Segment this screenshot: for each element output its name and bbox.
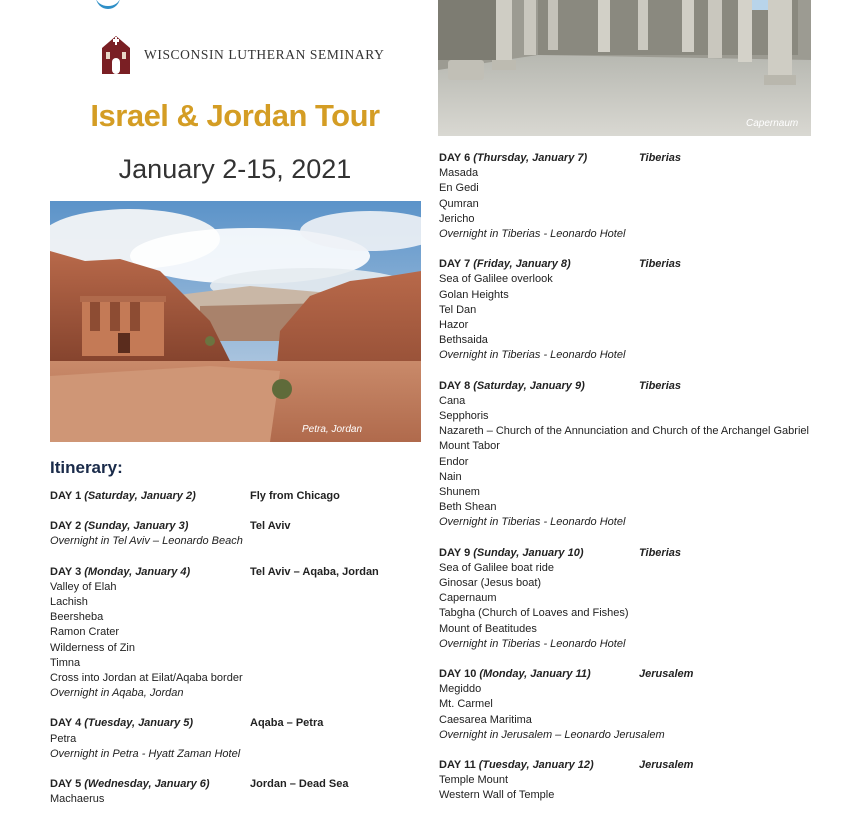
itinerary-day (439, 546, 839, 652)
day-date: (Sunday, January 3) (84, 520, 189, 533)
day-header (50, 716, 430, 731)
tour-dates: January 2-15, 2021 (118, 154, 352, 184)
itinerary-day (50, 716, 430, 762)
day-stop: Bethsaida (439, 334, 488, 347)
day-label: DAY 6 (439, 152, 471, 164)
day-header (439, 667, 839, 682)
church-seal-icon (100, 34, 132, 76)
day-stop: Beth Shean (439, 501, 497, 514)
day-stop: Capernaum (439, 592, 497, 605)
day-stop: Beersheba (50, 611, 104, 624)
day-header (50, 489, 430, 504)
day-stop: Mount Tabor (439, 440, 500, 453)
day-location: Jordan – Dead Sea (250, 777, 349, 790)
itinerary-column-left (50, 489, 430, 822)
day-stop: Petra (50, 732, 77, 745)
day-stop: Caesarea Maritima (439, 713, 532, 726)
day-location: Aqaba – Petra (250, 717, 324, 730)
tour-title: Israel & Jordan Tour (90, 98, 380, 133)
overnight-note: Overnight in Tiberias - Leonardo Hotel (439, 228, 626, 240)
itinerary-day (439, 257, 839, 363)
itinerary-day (439, 151, 839, 242)
overnight-note: Overnight in Tiberias - Leonardo Hotel (439, 516, 626, 529)
day-header (50, 565, 430, 580)
capernaum-caption: Capernaum (746, 118, 799, 129)
day-header (439, 546, 839, 561)
day-stop: Jericho (439, 212, 475, 225)
day-stop: Lachish (50, 595, 88, 608)
day-location: Tel Aviv (250, 520, 291, 533)
day-stop: Ginosar (Jesus boat) (439, 577, 542, 590)
day-stop: Sepphoris (439, 410, 489, 422)
overnight-note: Overnight in Petra - Hyatt Zaman Hotel (50, 747, 241, 760)
day-label: DAY 7 (439, 258, 471, 271)
petra-photo (50, 201, 421, 442)
overnight-note: Overnight in Tel Aviv – Leonardo Beach (50, 535, 243, 548)
day-stop: Hazor (439, 319, 469, 331)
day-stop: Cross into Jordan at Eilat/Aqaba border (50, 671, 243, 684)
day-stop: Nain (439, 470, 462, 483)
day-stop: Tel Dan (439, 303, 477, 316)
itinerary-day (50, 565, 430, 702)
itinerary-day (50, 489, 430, 504)
day-date: (Tuesday, January 5) (84, 717, 194, 730)
day-label: DAY 11 (439, 759, 476, 772)
day-stop: Endor (439, 455, 469, 468)
overnight-note: Overnight in Tiberias - Leonardo Hotel (439, 637, 626, 650)
day-label: DAY 3 (50, 565, 82, 578)
itinerary-day (439, 379, 839, 531)
capernaum-photo (438, 0, 811, 136)
itinerary-day (50, 519, 430, 549)
day-stop: Valley of Elah (50, 580, 117, 593)
day-stop: Qumran (439, 197, 479, 210)
day-header (50, 777, 430, 792)
day-header (50, 519, 430, 534)
day-stop: En Gedi (439, 182, 479, 195)
day-location: Fly from Chicago (250, 490, 340, 502)
day-date: (Monday, January 4) (84, 565, 191, 578)
day-date: (Saturday, January 9) (473, 379, 585, 392)
itinerary-day (50, 777, 430, 807)
day-location: Jerusalem (639, 668, 694, 681)
day-stop: Temple Mount (439, 774, 509, 787)
day-date: (Saturday, January 2) (84, 490, 196, 502)
day-header (439, 151, 839, 166)
day-stop: Masada (439, 167, 479, 180)
day-stop: Mount of Beatitudes (439, 622, 537, 635)
day-location: Jerusalem (639, 759, 694, 772)
day-stop: Sea of Galilee overlook (439, 273, 553, 286)
day-date: (Sunday, January 10) (473, 546, 584, 559)
day-stop: Western Wall of Temple (439, 789, 555, 802)
day-label: DAY 5 (50, 777, 82, 790)
itinerary-day (439, 667, 839, 743)
day-label: DAY 10 (439, 668, 477, 681)
day-stop: Tabgha (Church of Loaves and Fishes) (439, 607, 629, 620)
itinerary-day (439, 758, 839, 804)
petra-caption: Petra, Jordan (302, 424, 363, 435)
day-stop: Nazareth – Church of the Annunciation and Church of the Archangel Gabriel (439, 425, 809, 438)
seminary-logo (100, 34, 384, 76)
day-label: DAY 9 (439, 546, 471, 559)
itinerary-column-right (439, 151, 839, 819)
swirl-logo-icon (96, 0, 120, 9)
day-stop: Sea of Galilee boat ride (439, 561, 554, 574)
day-location: Tel Aviv – Aqaba, Jordan (250, 565, 379, 578)
day-label: DAY 2 (50, 520, 82, 533)
day-date: (Tuesday, January 12) (478, 759, 594, 772)
day-stop: Wilderness of Zin (50, 641, 135, 654)
day-stop: Timna (50, 656, 81, 669)
day-stop: Machaerus (50, 793, 105, 806)
day-label: DAY 8 (439, 379, 471, 392)
overnight-note: Overnight in Jerusalem – Leonardo Jerusalem (439, 728, 665, 741)
day-location: Tiberias (639, 546, 681, 559)
overnight-note: Overnight in Tiberias - Leonardo Hotel (439, 349, 626, 362)
day-location: Tiberias (639, 258, 681, 271)
day-date: (Wednesday, January 6) (84, 777, 210, 790)
day-stop: Golan Heights (439, 288, 509, 301)
day-date: (Thursday, January 7) (473, 152, 588, 164)
day-stop: Ramon Crater (50, 626, 120, 639)
day-stop: Mt. Carmel (439, 698, 493, 711)
day-header (439, 257, 839, 272)
seminary-name: WISCONSIN LUTHERAN SEMINARY (144, 47, 385, 62)
day-header (439, 379, 839, 394)
day-date: (Monday, January 11) (479, 668, 591, 681)
overnight-note: Overnight in Aqaba, Jordan (50, 687, 184, 700)
day-stop: Megiddo (439, 683, 482, 696)
day-stop: Shunem (439, 486, 480, 499)
day-location: Tiberias (639, 152, 681, 164)
day-date: (Friday, January 8) (473, 258, 571, 271)
itinerary-heading: Itinerary: (50, 458, 123, 477)
day-stop: Cana (439, 394, 466, 407)
day-label: DAY 1 (50, 490, 82, 502)
day-header (439, 758, 839, 773)
day-label: DAY 4 (50, 717, 82, 730)
day-location: Tiberias (639, 379, 681, 392)
